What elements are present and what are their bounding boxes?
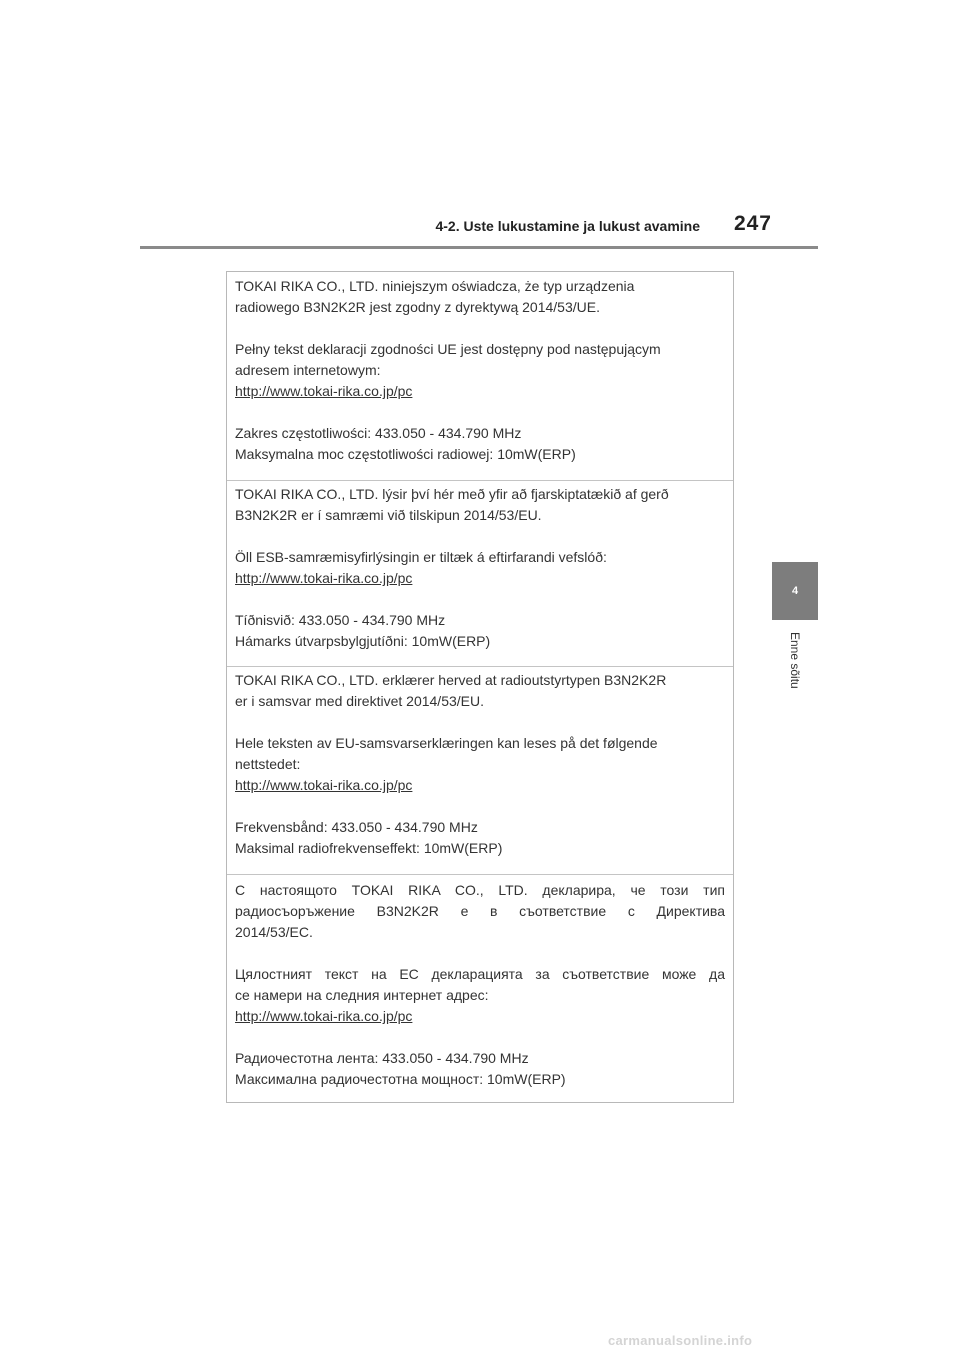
paragraph-declaration: TOKAI RIKA CO., LTD. niniejszym oświadcza, że typ urządzenia radiowego B3N2K2R jest zgodny z dyrektywą 2014/53/UE. [235,278,635,315]
chapter-number: 4 [791,585,799,597]
paragraph-fulltext: Pełny tekst deklaracji zgodności UE jest dostępny pod następującym adresem internetowym: [235,341,661,378]
declaration-link[interactable]: http://www.tokai-rika.co.jp/pc [235,777,413,793]
declaration-block-bulgarian: С настоящото TOKAI RIKA CO., LTD. декларира, че този тип радиосъоръжение B3N2K2R е в съответствие с Директива 2014/53/ЕС. Цялостният текст на ЕС декларацията за съответствие може да се намери на следния интернет адрес: http://www.tokai-rika.co.jp/pc Радиочестотна лента: 433.050 - 434.790 MHz Максимална радиочестотна мощност: 10mW(ERP) [227,874,733,1102]
declaration-block-norwegian [227,666,733,874]
declaration-panel [226,271,734,1103]
paragraph-frequency: Радиочестотна лента: 433.050 - 434.790 MHz Максимална радиочестотна мощност: 10mW(ERP) [235,1050,566,1087]
paragraph-frequency: Tíðnisvið: 433.050 - 434.790 MHz Hámarks útvarpsbylgjutíðni: 10mW(ERP) [235,612,491,649]
paragraph-declaration: С настоящото TOKAI RIKA CO., LTD. декларира, че този тип [235,882,725,898]
section-title: 4-2. Uste lukustamine ja lukust avamine [435,218,700,234]
paragraph-declaration: TOKAI RIKA CO., LTD. lýsir því hér með yfir að fjarskiptatækið af gerð B3N2K2R er í samræmi við tilskipun 2014/53/EU. [235,486,669,523]
declaration-block-polish [227,276,733,480]
declaration-link[interactable]: http://www.tokai-rika.co.jp/pc [235,383,413,399]
watermark: carmanualsonline.info [608,1333,753,1348]
paragraph-frequency: Frekvensbånd: 433.050 - 434.790 MHz Maksimal radiofrekvenseffekt: 10mW(ERP) [235,819,503,856]
page-header [140,214,818,249]
declaration-link[interactable]: http://www.tokai-rika.co.jp/pc [235,570,413,586]
declaration-block-icelandic [227,480,733,666]
paragraph-fulltext: Öll ESB-samræmisyfirlýsingin er tiltæk á eftirfarandi vefslóð: [235,549,607,565]
page-number: 247 [733,212,772,235]
chapter-tab[interactable] [772,562,818,620]
declaration-link[interactable]: http://www.tokai-rika.co.jp/pc [235,1008,413,1024]
paragraph-declaration: TOKAI RIKA CO., LTD. erklærer herved at radioutstyrtypen B3N2K2R er i samsvar med direktivet 2014/53/EU. [235,672,667,709]
chapter-label: Enne sõitu [788,632,802,689]
paragraph-fulltext: Цялостният текст на ЕС декларацията за съответствие може да [235,966,725,982]
paragraph-frequency: Zakres częstotliwości: 433.050 - 434.790 MHz Maksymalna moc częstotliwości radiowej: 10mW(ERP) [235,425,576,462]
paragraph-fulltext: Hele teksten av EU-samsvarserklæringen kan leses på det følgende nettstedet: [235,735,658,772]
